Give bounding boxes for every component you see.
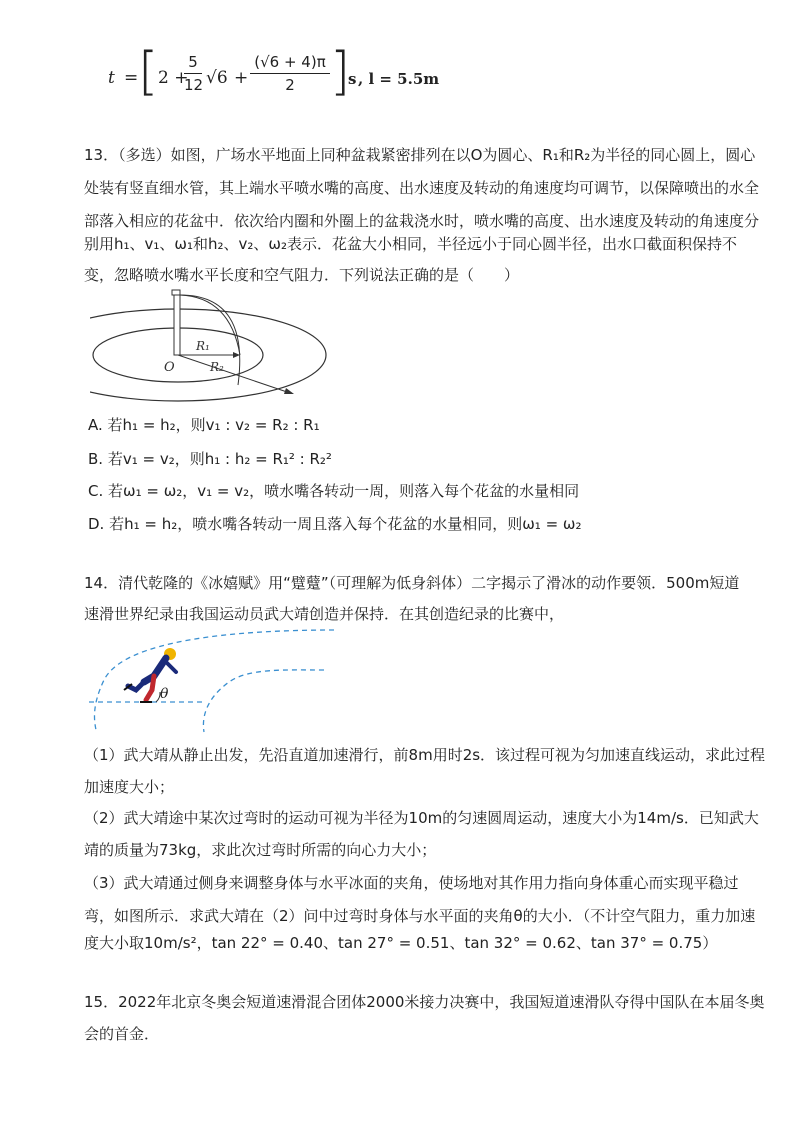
concentric-circles-figure: [90, 285, 330, 405]
q13-line-4: 别用h₁、v₁、ω₁和h₂、v₂、ω₂表示．花盆大小相同，半径远小于同心圆半径，出水口截面积保持不: [84, 235, 737, 253]
formula-plus: +: [234, 68, 249, 88]
radius-r2: [178, 355, 290, 393]
q14-part-2-cont: 靖的质量为73kg，求此次过弯时所需的向心力大小；: [84, 841, 437, 859]
label-r1: R₁: [196, 339, 210, 353]
label-theta: θ: [160, 686, 169, 702]
option-b: B. 若v₁ = v₂，则h₁ : h₂ = R₁² : R₂²: [88, 450, 332, 468]
arrowhead-r1: [233, 352, 240, 358]
arrowhead-r2: [284, 388, 294, 394]
right-bracket: ]: [330, 42, 351, 102]
q13-line-2: 处装有竖直细水管，其上端水平喷水嘴的高度、出水速度及转动的角速度均可调节，以保障喷出的水全: [84, 179, 760, 197]
q14-part-2: （2）武大靖途中某次过弯时的运动可视为半径为10m的匀速圆周运动，速度大小为14m/s．已知武大: [84, 809, 759, 827]
label-o: O: [164, 360, 175, 375]
q14-part-1: （1）武大靖从静止出发，先沿直道加速滑行，前8m用时2s．该过程可视为匀加速直线运动，求此过程: [84, 746, 766, 764]
fraction-sqrt6-plus4-pi: [250, 53, 330, 94]
frac2-denominator: 2: [285, 76, 295, 94]
formula-equals: =: [124, 68, 139, 88]
q13-line-1: 13．（多选）如图，广场水平地面上同种盆栽紧密排列在以O为圆心、R₁和R₂为半径的同心圆上，圆心: [84, 146, 756, 164]
water-arc-inner: [180, 295, 240, 355]
option-c: C. 若ω₁ = ω₂，v₁ = v₂，喷水嘴各转动一周，则落入每个花盆的水量相同: [88, 482, 580, 500]
q14-part-3-constants: 度大小取10m/s²，tan 22° = 0.40、tan 27° = 0.51、tan 32° = 0.62、tan 37° = 0.75）: [84, 934, 718, 952]
frac2-numerator: (√6 + 4)π: [254, 53, 326, 71]
formula-two-plus: 2 +: [158, 68, 189, 88]
outer-track-curve: [94, 630, 334, 730]
option-d: D. 若h₁ = h₂，喷水嘴各转动一周且落入每个花盆的水量相同，则ω₁ = ω₂: [88, 515, 582, 533]
water-pipe: [174, 294, 180, 355]
formula-unit-s: s: [348, 70, 357, 88]
q14-line-1: 14．清代乾隆的《冰嬉赋》用“躄躠”（可理解为低身斜体）二字揭示了滑冰的动作要领．500m短道: [84, 574, 740, 592]
q14-part-3-cont: 弯，如图所示．求武大靖在（2）问中过弯时身体与水平面的夹角θ的大小．（不计空气阻力，重力加速: [84, 907, 756, 925]
frac1-numerator: 5: [188, 53, 198, 71]
option-a: A. 若h₁ = h₂，则v₁ : v₂ = R₂ : R₁: [88, 416, 320, 434]
q14-part-1-cont: 加速度大小；: [84, 778, 175, 796]
nozzle: [172, 290, 180, 295]
q15-line-1: 15．2022年北京冬奥会短道速滑混合团体2000米接力决赛中，我国短道速滑队夺得中国队在本届冬奥: [84, 993, 765, 1011]
q14-part-3: （3）武大靖通过侧身来调整身体与水平冰面的夹角，使场地对其作用力指向身体重心而实现平稳过: [84, 874, 739, 892]
formula-l: , l = 5.5m: [358, 70, 440, 88]
label-r2: R₂: [210, 360, 224, 374]
q15-line-2: 会的首金．: [84, 1025, 160, 1043]
q13-line-3: 部落入相应的花盆中．依次给内圈和外圈上的盆栽浇水时，喷水嘴的高度、出水速度及转动的角速度分: [84, 212, 760, 230]
inner-track-curve: [203, 670, 324, 732]
formula-t: t: [108, 68, 115, 88]
skater-figure: [84, 620, 344, 740]
q13-line-5: 变，忽略喷水嘴水平长度和空气阻力．下列说法正确的是（ ）: [84, 266, 520, 284]
formula-sqrt6: √6: [206, 68, 228, 88]
left-bracket: [: [138, 42, 159, 102]
fraction-5-12: [184, 53, 202, 94]
q14-line-2: 速滑世界纪录由我国运动员武大靖创造并保持．在其创造纪录的比赛中，: [84, 605, 565, 623]
frac1-denominator: 12: [184, 76, 204, 94]
